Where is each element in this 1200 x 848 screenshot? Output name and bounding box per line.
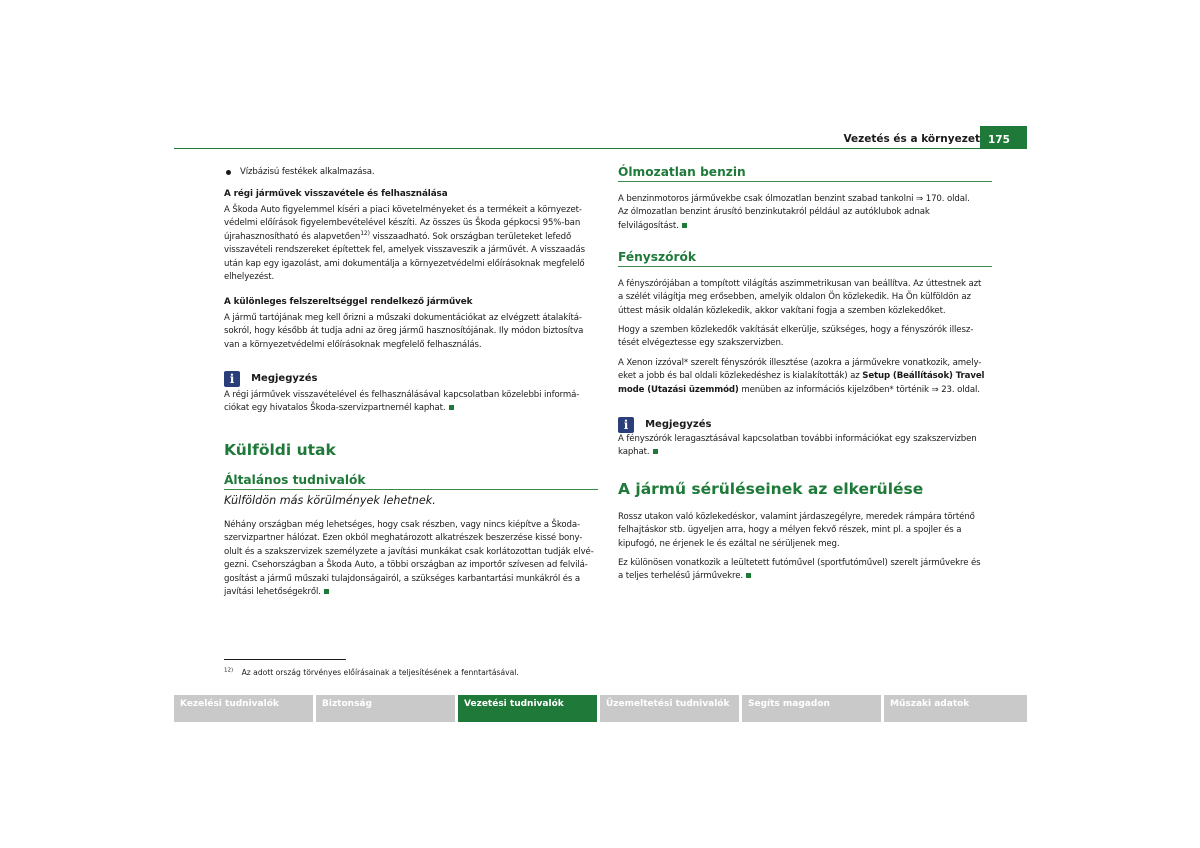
note-left-text: A régi járművek visszavételével és felhasználásával kapcsolatban közelebbi informá- ciókat egy hivatalos Škoda-szervizpartnernél kaphat.	[224, 390, 580, 414]
heading-headlights: Fényszórók	[618, 249, 992, 267]
footer-tab-driving-info[interactable]: Vezetési tudnivalók	[458, 695, 597, 722]
paragraph-foreign-travel: Néhány országban még lehetséges, hogy csak részben, vagy nincs kiépítve a Škoda- szervizpartner hálózat. Ezen okból meghatározott alkatrészek beszerzése kissé bony- olult és a szakszervizek személyzete a javítási munkákat csak korlátozottan tudják elvé- gezni. Csehországban a Škoda Auto, a többi országban az importőr szívesen ad felvilá- gosítást a jármű műszaki tulajdonságairól, a szükséges karbantartási munkákról és a javítási lehetőségekről.	[224, 520, 594, 598]
subheading-general-info: Általános tudnivalók	[224, 472, 598, 490]
footer-tab-self-help[interactable]: Segíts magadon	[742, 695, 881, 722]
end-mark-icon	[682, 223, 687, 228]
running-header	[820, 133, 980, 145]
end-mark-icon	[746, 573, 751, 578]
paragraph-headlights-1: A fényszórójában a tompított világítás aszimmetrikusan van beállítva. Az úttestnek azt a szélét világítja meg erősebben, amelyik oldalon Ön közlekedik. Ha Ön külföldön az úttest másik oldalán közlekedik, akkor vakítani fogja a szemben közlekedőket.	[618, 279, 982, 316]
italic-lead: Külföldön más körülmények lehetnek.	[224, 494, 436, 507]
paragraph-headlights-3: A Xenon izzóval* szerelt fényszórók illesztése (azokra a járművekre vonatkozik, amely- eket a jobb és bal oldali közlekedéshez is kialakították) az Setup (Beállítások) Travel mode (Utazási üzemmód) menüben az információs kijelzőben* történik ⇒ 23. oldal.	[618, 358, 985, 395]
paragraph-headlights-2: Hogy a szemben közlekedők vakítását elkerülje, szükséges, hogy a fényszórók illesz- tését elvégeztesse egy szakszervizben.	[618, 325, 974, 349]
info-icon: i	[224, 371, 240, 387]
footnote-text: Az adott ország törvényes előírásainak a teljesítésének a fenntartásával.	[241, 668, 519, 677]
note-title: Megjegyzés	[645, 419, 712, 430]
footer-tab-operation-info[interactable]: Üzemeltetési tudnivalók	[600, 695, 739, 722]
section-title-special-equipment: A különleges felszereltséggel rendelkező járművek	[224, 297, 473, 307]
running-header-title: Vezetés és a környezet	[843, 133, 980, 145]
footnote-rule	[224, 659, 346, 660]
bullet-item	[224, 166, 604, 179]
end-mark-icon	[653, 449, 658, 454]
paragraph-unleaded-petrol: A benzinmotoros járművekbe csak ólmozatlan benzint szabad tankolni ⇒ 170. oldal. Az ólmozatlan benzint árusító benzinkutakról például az autóklubok adnak felvilágosítást.	[618, 194, 970, 231]
header-rule	[174, 148, 1027, 149]
end-mark-icon	[449, 405, 454, 410]
paragraph-avoid-damage-2: Ez különösen vonatkozik a leültetett futóművel (sportfutóművel) szerelt járművekre és a teljes terhelésű járművekre.	[618, 558, 981, 582]
footnote	[224, 667, 519, 678]
footnote-number: 12)	[224, 667, 234, 674]
paragraph-special-equipment: A jármű tartójának meg kell őrizni a műszaki dokumentációkat az elvégzett átalakítá- sokról, hogy később át tudja adni az öreg jármű hasznosítójának. Ily módon biztosítva van a környezetvédelmi előírásoknak megfelelő felhasználás.	[224, 313, 584, 350]
bullet-text: Vízbázisú festékek alkalmazása.	[240, 167, 375, 177]
section-title-old-vehicles: A régi járművek visszavétele és felhasználása	[224, 189, 448, 199]
bullet-dot	[226, 170, 231, 175]
end-mark-icon	[324, 589, 329, 594]
note-right	[618, 414, 711, 433]
heading-avoid-damage: A jármű sérüléseinek az elkerülése	[618, 480, 924, 498]
footnote-ref: 12)	[360, 229, 370, 237]
heading-foreign-travel: Külföldi utak	[224, 441, 336, 459]
footer-tab-safety[interactable]: Biztonság	[316, 695, 455, 722]
info-icon: i	[618, 417, 634, 433]
note-title: Megjegyzés	[251, 373, 318, 384]
paragraph-avoid-damage-1: Rossz utakon való közlekedéskor, valamint járdaszegélyre, meredek rámpára történő felhajtáskor stb. ügyeljen arra, hogy a mélyen fekvő részek, mint pl. a spojler és a kipufogó, ne érjenek le és ezáltal ne sérüljenek meg.	[618, 512, 975, 549]
note-right-text: A fényszórók leragasztásával kapcsolatban további információkat egy szakszervizben kaphat.	[618, 434, 977, 458]
page-number: 175	[988, 134, 1010, 146]
note-left	[224, 368, 317, 387]
heading-unleaded-petrol: Ólmozatlan benzin	[618, 164, 992, 182]
paragraph-old-vehicles: A Škoda Auto figyelemmel kíséri a piaci követelményeket és a termékeit a környezet- védelmi előírások figyelembevételével készíti. Az összes üs Škoda gépkocsi 95%-ban újrahasznosítható és alapvetően$^{12)}$ visszaadható. Sok országban területeket lefedő visszavételi rendszereket építettek fel, amelyek visszaveszik a járművét. A visszaadás után kap egy igazolást, ami dokumentálja a környezetvédelmi előírásoknak megfelelő elhelyezést.	[224, 205, 585, 283]
footer-tab-operating-info[interactable]: Kezelési tudnivalók	[174, 695, 313, 722]
footer-tab-technical-data[interactable]: Műszaki adatok	[884, 695, 1027, 722]
page-number-tab	[980, 126, 1027, 149]
